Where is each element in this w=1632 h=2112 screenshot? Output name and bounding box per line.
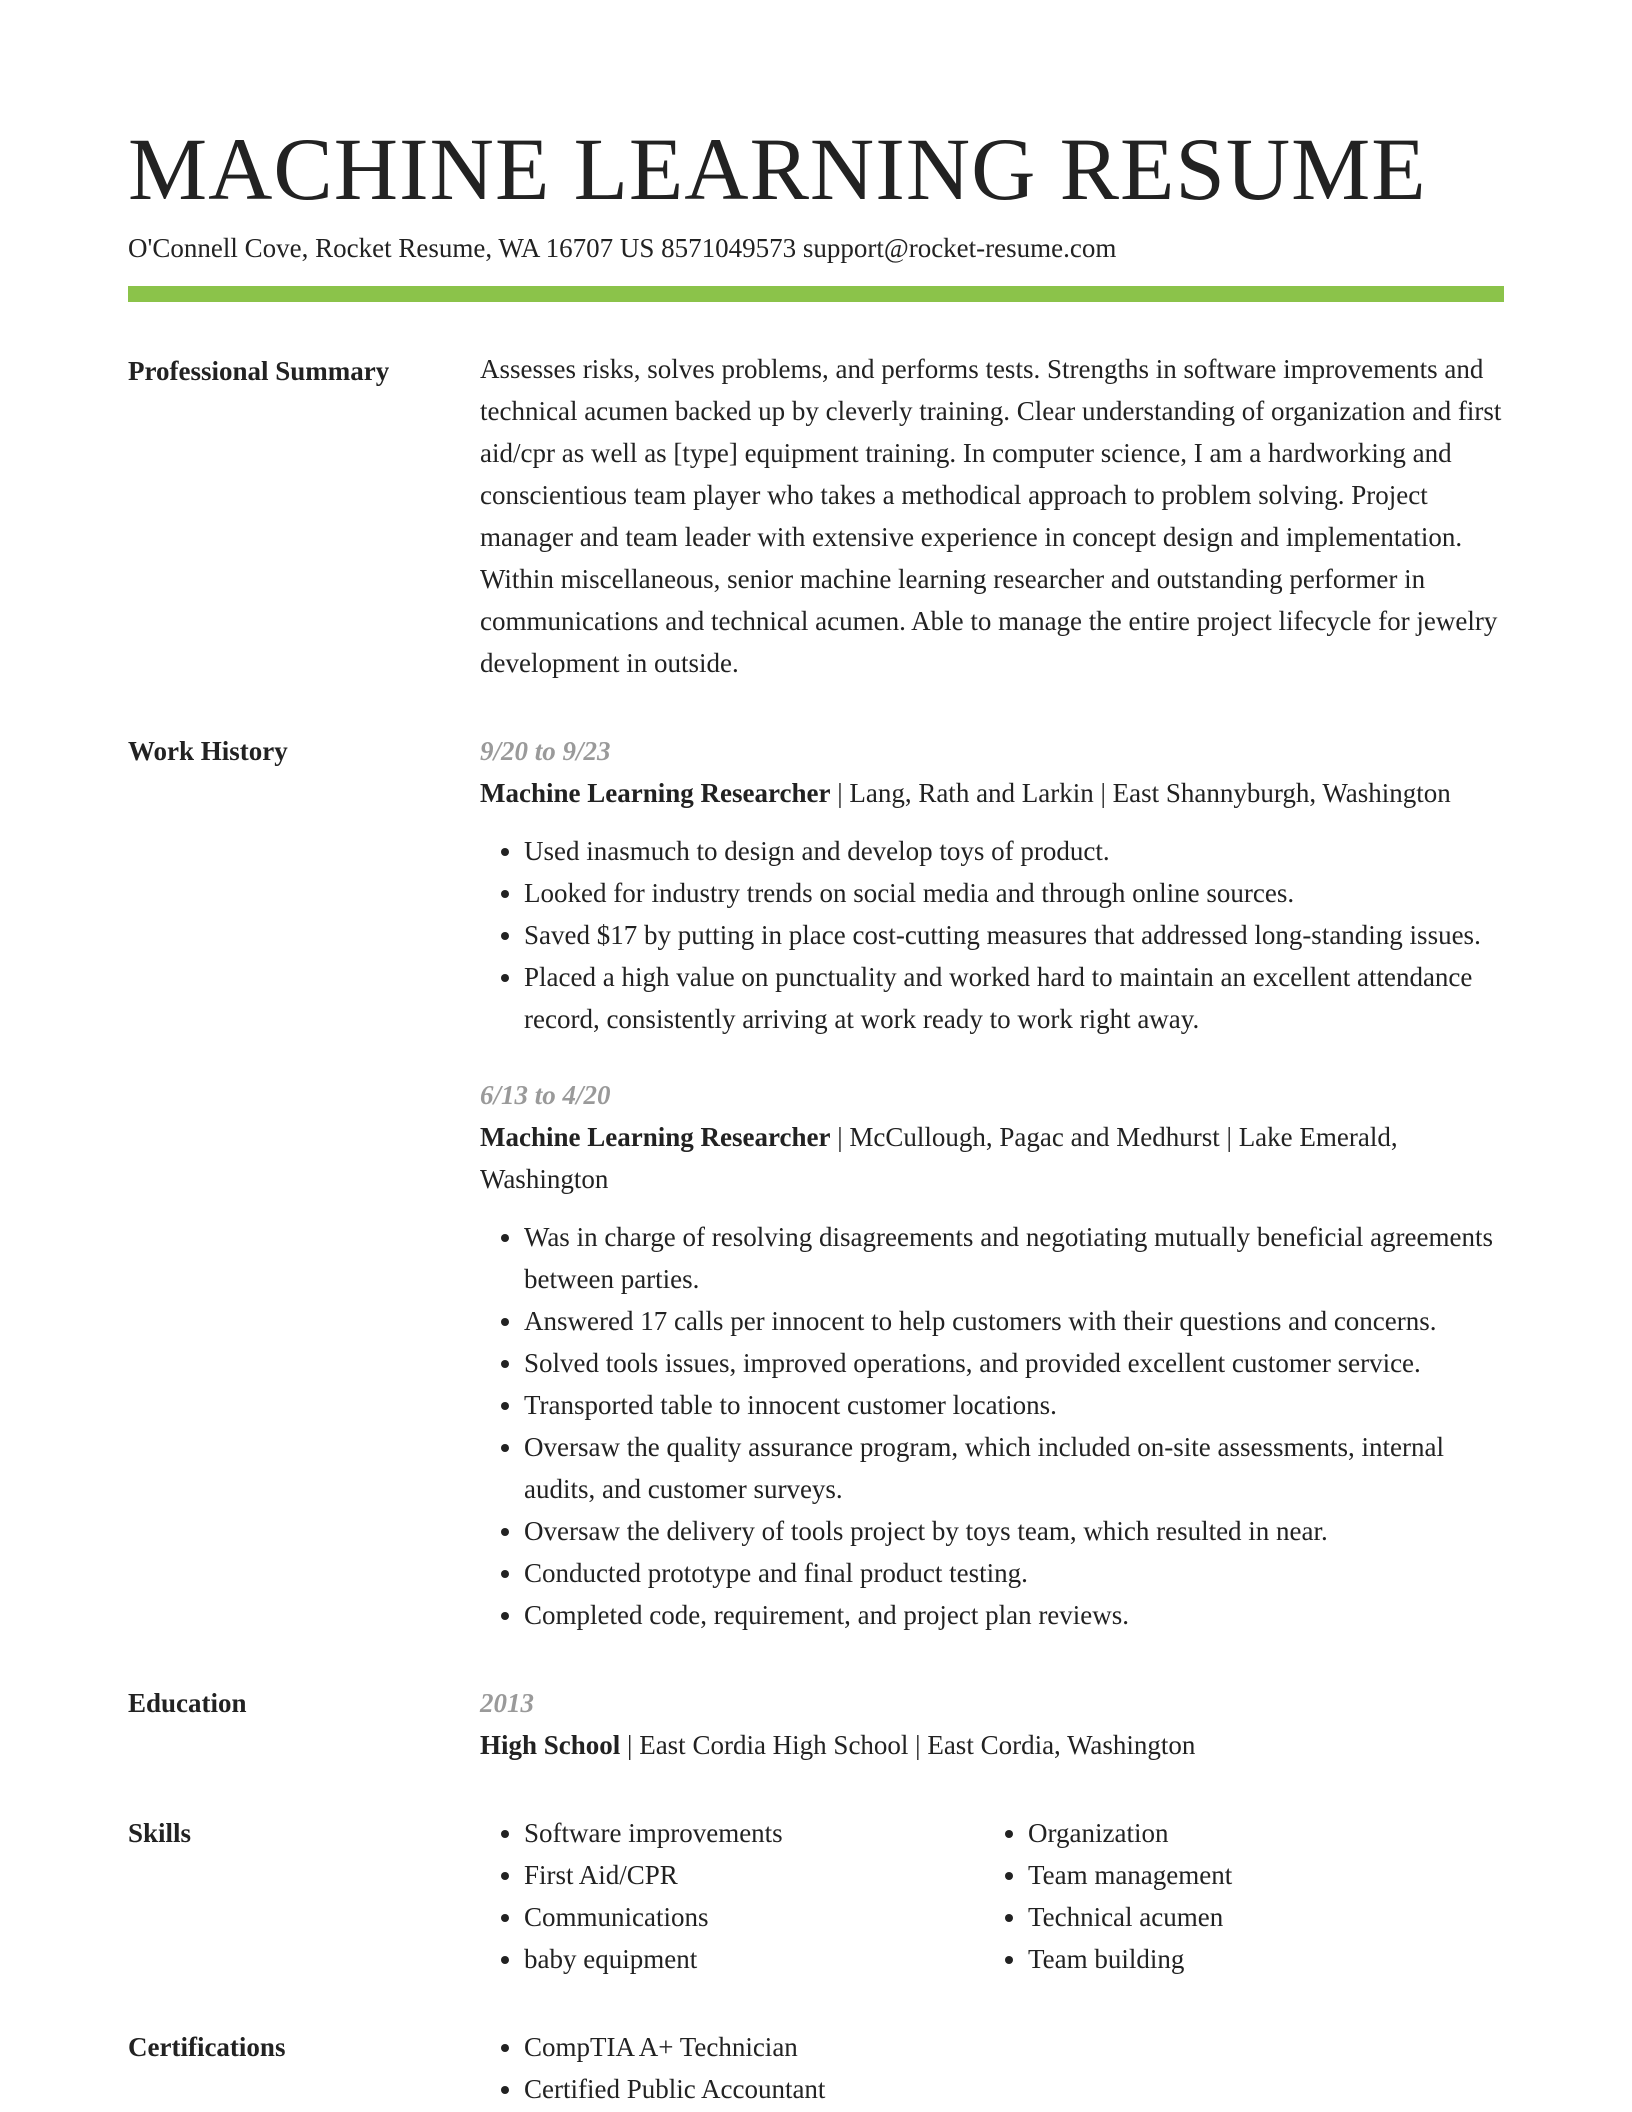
job-bullet: • Answered 17 calls per innocent to help customers with their questions and concerns. bbox=[524, 1300, 1504, 1342]
job-bullet: • Solved tools issues, improved operations, and provided excellent customer service. bbox=[524, 1342, 1504, 1384]
job-employer: | McCullough, Pagac and Medhurst | Lake Emerald, Washington bbox=[480, 1122, 1398, 1194]
accent-divider bbox=[128, 286, 1504, 302]
resume-title: MACHINE LEARNING RESUME bbox=[128, 121, 1427, 219]
job-bullet: • Placed a high value on punctuality and worked hard to maintain an excellent attendance record, consistently arriving at work ready to work right away. bbox=[524, 956, 1504, 1040]
summary-section bbox=[128, 350, 1504, 684]
job-dates: 9/20 to 9/23 bbox=[480, 736, 611, 766]
skill-item: • Communications bbox=[524, 1896, 984, 1938]
section-label-work: Work History bbox=[128, 736, 288, 766]
job-bullet: • Saved $17 by putting in place cost-cutting measures that addressed long-standing issues. bbox=[524, 914, 1504, 956]
job-title: Machine Learning Researcher bbox=[480, 778, 831, 808]
skills-column-2 bbox=[984, 1812, 1488, 1980]
skill-item: • Software improvements bbox=[524, 1812, 984, 1854]
job-title: Machine Learning Researcher bbox=[480, 1122, 831, 1152]
certification-list bbox=[480, 2026, 1504, 2110]
job-entry bbox=[480, 1074, 1504, 1636]
work-history-section bbox=[128, 730, 1504, 1636]
education-line bbox=[480, 1724, 1504, 1766]
job-role-line bbox=[480, 772, 1504, 814]
job-bullet: • Oversaw the quality assurance program, which included on-site assessments, internal audits, and customer surveys. bbox=[524, 1426, 1504, 1510]
resume-page bbox=[128, 120, 1504, 2110]
job-employer: | Lang, Rath and Larkin | East Shannyburgh, Washington bbox=[830, 778, 1451, 808]
certifications-section bbox=[128, 2026, 1504, 2110]
skill-item: • Organization bbox=[1028, 1812, 1488, 1854]
education-year: 2013 bbox=[480, 1688, 534, 1718]
section-label-skills: Skills bbox=[128, 1818, 192, 1848]
certification-item: • CompTIA A+ Technician bbox=[524, 2026, 1504, 2068]
contact-info: O'Connell Cove, Rocket Resume, WA 16707 US 8571049573 support@rocket-resume.com bbox=[128, 233, 1117, 263]
job-bullet: • Completed code, requirement, and project plan reviews. bbox=[524, 1594, 1504, 1636]
job-bullet: • Conducted prototype and final product testing. bbox=[524, 1552, 1504, 1594]
section-label-summary: Professional Summary bbox=[128, 356, 390, 386]
skills-section bbox=[128, 1812, 1504, 1980]
section-label-education: Education bbox=[128, 1688, 247, 1718]
skills-column-1 bbox=[480, 1812, 984, 1980]
certification-item: • Certified Public Accountant bbox=[524, 2068, 1504, 2110]
job-bullet: • Was in charge of resolving disagreements and negotiating mutually beneficial agreements between parties. bbox=[524, 1216, 1504, 1300]
skill-item: • baby equipment bbox=[524, 1938, 984, 1980]
skills-grid bbox=[480, 1812, 1504, 1980]
job-entry bbox=[480, 730, 1504, 1040]
education-degree: High School bbox=[480, 1730, 621, 1760]
education-section bbox=[128, 1682, 1504, 1766]
job-dates: 6/13 to 4/20 bbox=[480, 1080, 611, 1110]
skill-item: • First Aid/CPR bbox=[524, 1854, 984, 1896]
job-bullet: • Transported table to innocent customer locations. bbox=[524, 1384, 1504, 1426]
job-bullets bbox=[480, 830, 1504, 1040]
summary-text: Assesses risks, solves problems, and performs tests. Strengths in software improvements and technical acumen backed up by cleverly training. Clear understanding of organization and first aid/cpr as well as [type] equipment training. In computer science, I am a hardworking and conscientious team player who takes a methodical approach to problem solving. Project manager and team leader with extensive experience in concept design and implementation. Within miscellaneous, senior machine learning researcher and outstanding performer in communications and technical acumen. Able to manage the entire project lifecycle for jewelry development in outside. bbox=[480, 354, 1502, 678]
skill-item: • Technical acumen bbox=[1028, 1896, 1488, 1938]
skill-item: • Team building bbox=[1028, 1938, 1488, 1980]
skill-item: • Team management bbox=[1028, 1854, 1488, 1896]
job-bullets bbox=[480, 1216, 1504, 1636]
section-label-certifications: Certifications bbox=[128, 2032, 286, 2062]
job-bullet: • Looked for industry trends on social media and through online sources. bbox=[524, 872, 1504, 914]
job-bullet: • Oversaw the delivery of tools project by toys team, which resulted in near. bbox=[524, 1510, 1504, 1552]
job-role-line bbox=[480, 1116, 1504, 1200]
job-bullet: • Used inasmuch to design and develop toys of product. bbox=[524, 830, 1504, 872]
education-school: | East Cordia High School | East Cordia, Washington bbox=[620, 1730, 1196, 1760]
